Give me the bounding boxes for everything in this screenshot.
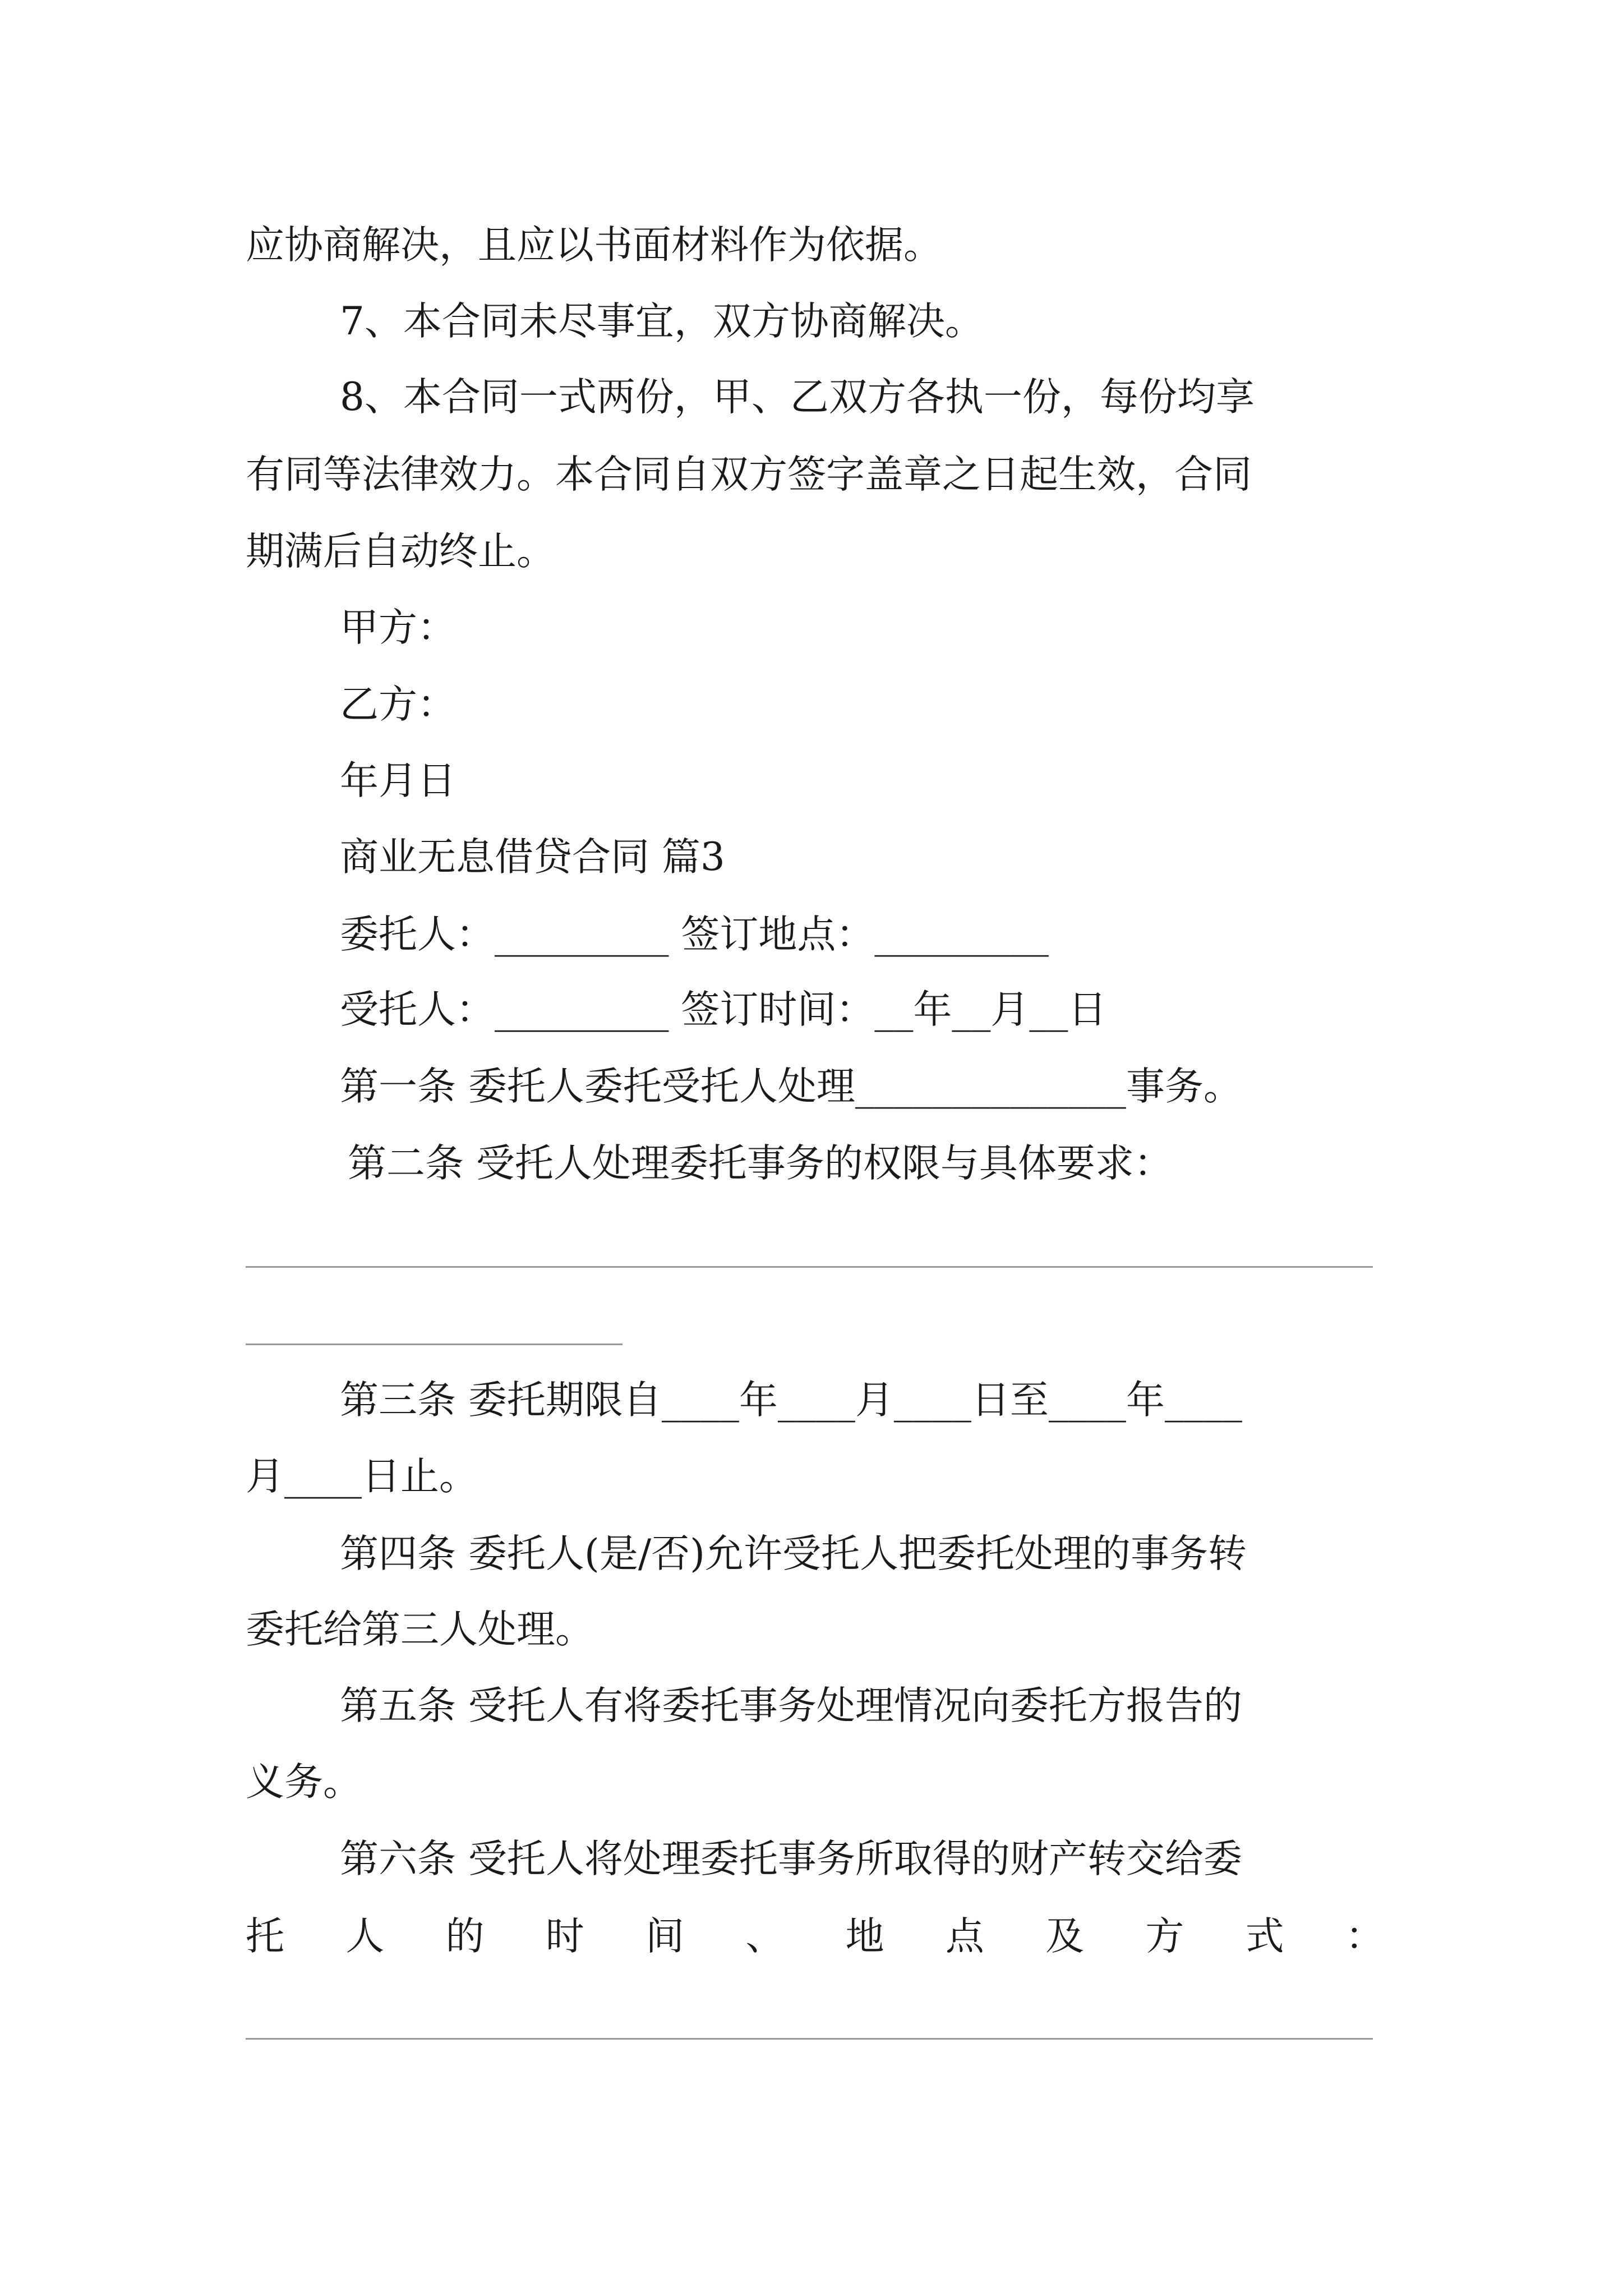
signature-line-party-a: 甲方： [340, 605, 456, 650]
paragraph-line: 第二条 受托人处理委托事务的权限与具体要求： [348, 1141, 1173, 1186]
justified-char: 人 [345, 1914, 385, 1959]
justified-char: 间 [645, 1914, 685, 1959]
justified-char: 及 [1045, 1914, 1085, 1959]
paragraph-line: 第三条 委托期限自____年____月____日至____年____ [340, 1378, 1242, 1423]
paragraph-line: 第一条 委托人委托受托人处理______________事务。 [340, 1064, 1242, 1109]
paragraph-line: 7、本合同未尽事宜，双方协商解决。 [340, 299, 984, 344]
paragraph-line: 委托人：_________ 签订地点：_________ [340, 912, 1049, 957]
paragraph-line: 期满后自动终止。 [246, 529, 555, 574]
blank-fill-line [246, 2038, 1373, 2040]
blank-fill-line [246, 1343, 623, 1345]
paragraph-line: 应协商解决，且应以书面材料作为依据。 [246, 223, 942, 268]
signature-line-party-b: 乙方： [340, 682, 456, 727]
justified-line [246, 1914, 1384, 1959]
paragraph-line: 受托人：_________ 签订时间：__年__月__日 [340, 987, 1107, 1032]
justified-char: 方 [1145, 1914, 1184, 1959]
section-heading: 商业无息借贷合同 篇3 [340, 835, 725, 880]
paragraph-line: 义务。 [246, 1760, 362, 1805]
justified-char: 地 [845, 1914, 884, 1959]
paragraph-line: 第四条 委托人(是/否)允许受托人把委托处理的事务转 [340, 1531, 1247, 1576]
justified-char: 的 [445, 1914, 485, 1959]
justified-char: 式 [1245, 1914, 1284, 1959]
paragraph-line: 第五条 受托人有将委托事务处理情况向委托方报告的 [340, 1683, 1242, 1728]
paragraph-line: 委托给第三人处理。 [246, 1607, 594, 1652]
blank-fill-line [246, 1266, 1373, 1268]
paragraph-line: 第六条 受托人将处理委托事务所取得的财产转交给委 [340, 1837, 1242, 1881]
justified-char: 托 [246, 1914, 284, 1959]
justified-char: 点 [945, 1914, 984, 1959]
justified-char: 时 [545, 1914, 584, 1959]
paragraph-line: 有同等法律效力。本合同自双方签字盖章之日起生效，合同 [246, 452, 1252, 497]
date-line: 年月日 [340, 758, 456, 803]
justified-char: 、 [745, 1914, 785, 1959]
paragraph-line: 月____日止。 [246, 1454, 478, 1499]
justified-char: ： [1345, 1914, 1384, 1959]
paragraph-line: 8、本合同一式两份，甲、乙双方各执一份，每份均享 [340, 375, 1255, 420]
